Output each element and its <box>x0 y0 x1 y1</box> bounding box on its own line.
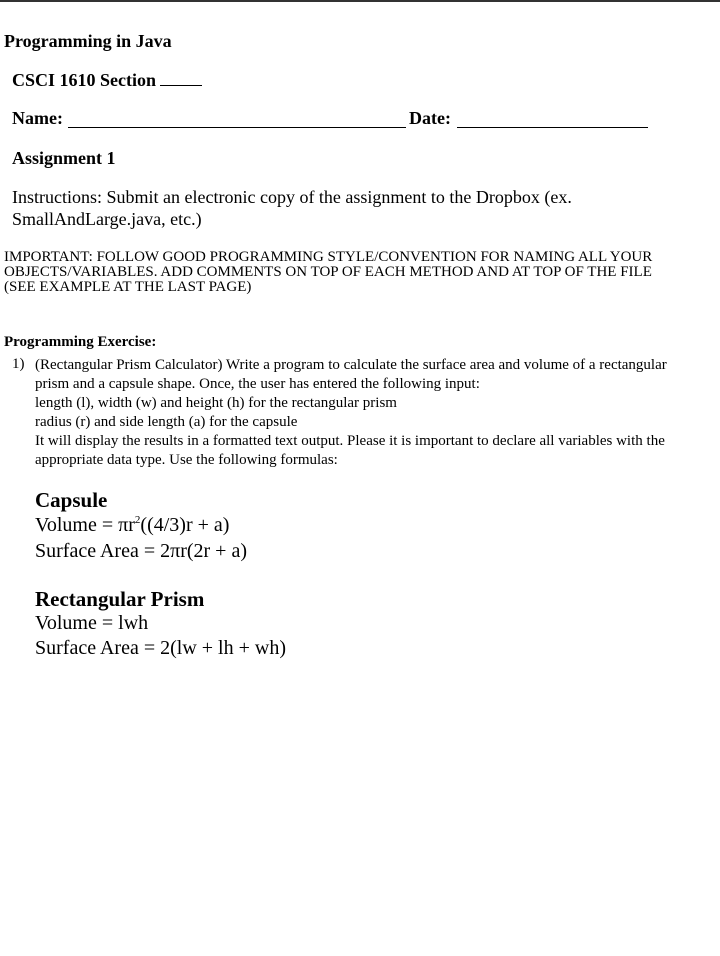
exercise-heading: Programming Exercise: <box>4 334 157 350</box>
instructions <box>12 186 702 230</box>
exercise-line: length (l), width (w) and height (h) for the rectangular prism <box>35 395 397 411</box>
date-blank-line <box>457 127 648 128</box>
course-title: Programming in Java <box>4 31 172 51</box>
assignment-title: Assignment 1 <box>12 148 116 168</box>
section-blank-line <box>160 71 202 86</box>
important-line: OBJECTS/VARIABLES. ADD COMMENTS ON TOP OF EACH METHOD AND AT TOP OF THE FILE <box>4 264 652 280</box>
exercise-line: (Rectangular Prism Calculator) Write a program to calculate the surface area and volume of a rectangular <box>35 357 667 373</box>
instructions-line: SmallAndLarge.java, etc.) <box>12 209 202 229</box>
prism-heading: Rectangular Prism <box>35 587 205 611</box>
exercise-line: It will display the results in a formatted text output. Please it is important to declare all variables with the <box>35 433 665 449</box>
capsule-volume-post: ((4/3)r + a) <box>140 514 230 536</box>
exercise-line: appropriate data type. Use the following formulas: <box>35 452 338 468</box>
capsule-volume-formula <box>35 514 229 537</box>
date-label: Date: <box>409 108 451 128</box>
capsule-volume-exponent: 2 <box>134 514 141 526</box>
important-notice <box>4 250 720 295</box>
important-line: (SEE EXAMPLE AT THE LAST PAGE) <box>4 279 252 295</box>
name-blank-line <box>68 127 406 128</box>
capsule-volume-pre: Volume = πr <box>35 514 135 536</box>
course-section <box>12 70 202 91</box>
instructions-line: Instructions: Submit an electronic copy of the assignment to the Dropbox (ex. <box>12 187 572 207</box>
capsule-surface-formula: Surface Area = 2πr(2r + a) <box>35 540 248 562</box>
name-label: Name: <box>12 108 63 128</box>
exercise-number: 1) <box>12 356 25 372</box>
exercise-line: prism and a capsule shape. Once, the user has entered the following input: <box>35 376 480 392</box>
prism-volume-formula: Volume = lwh <box>35 612 149 634</box>
top-border <box>0 0 720 2</box>
capsule-heading: Capsule <box>35 488 108 512</box>
exercise-body <box>35 356 720 470</box>
important-line: IMPORTANT: FOLLOW GOOD PROGRAMMING STYLE/CONVENTION FOR NAMING ALL YOUR <box>4 249 653 265</box>
prism-surface-formula: Surface Area = 2(lw + lh + wh) <box>35 637 286 659</box>
course-section-label: CSCI 1610 Section <box>12 70 157 90</box>
exercise-line: radius (r) and side length (a) for the capsule <box>35 414 298 430</box>
